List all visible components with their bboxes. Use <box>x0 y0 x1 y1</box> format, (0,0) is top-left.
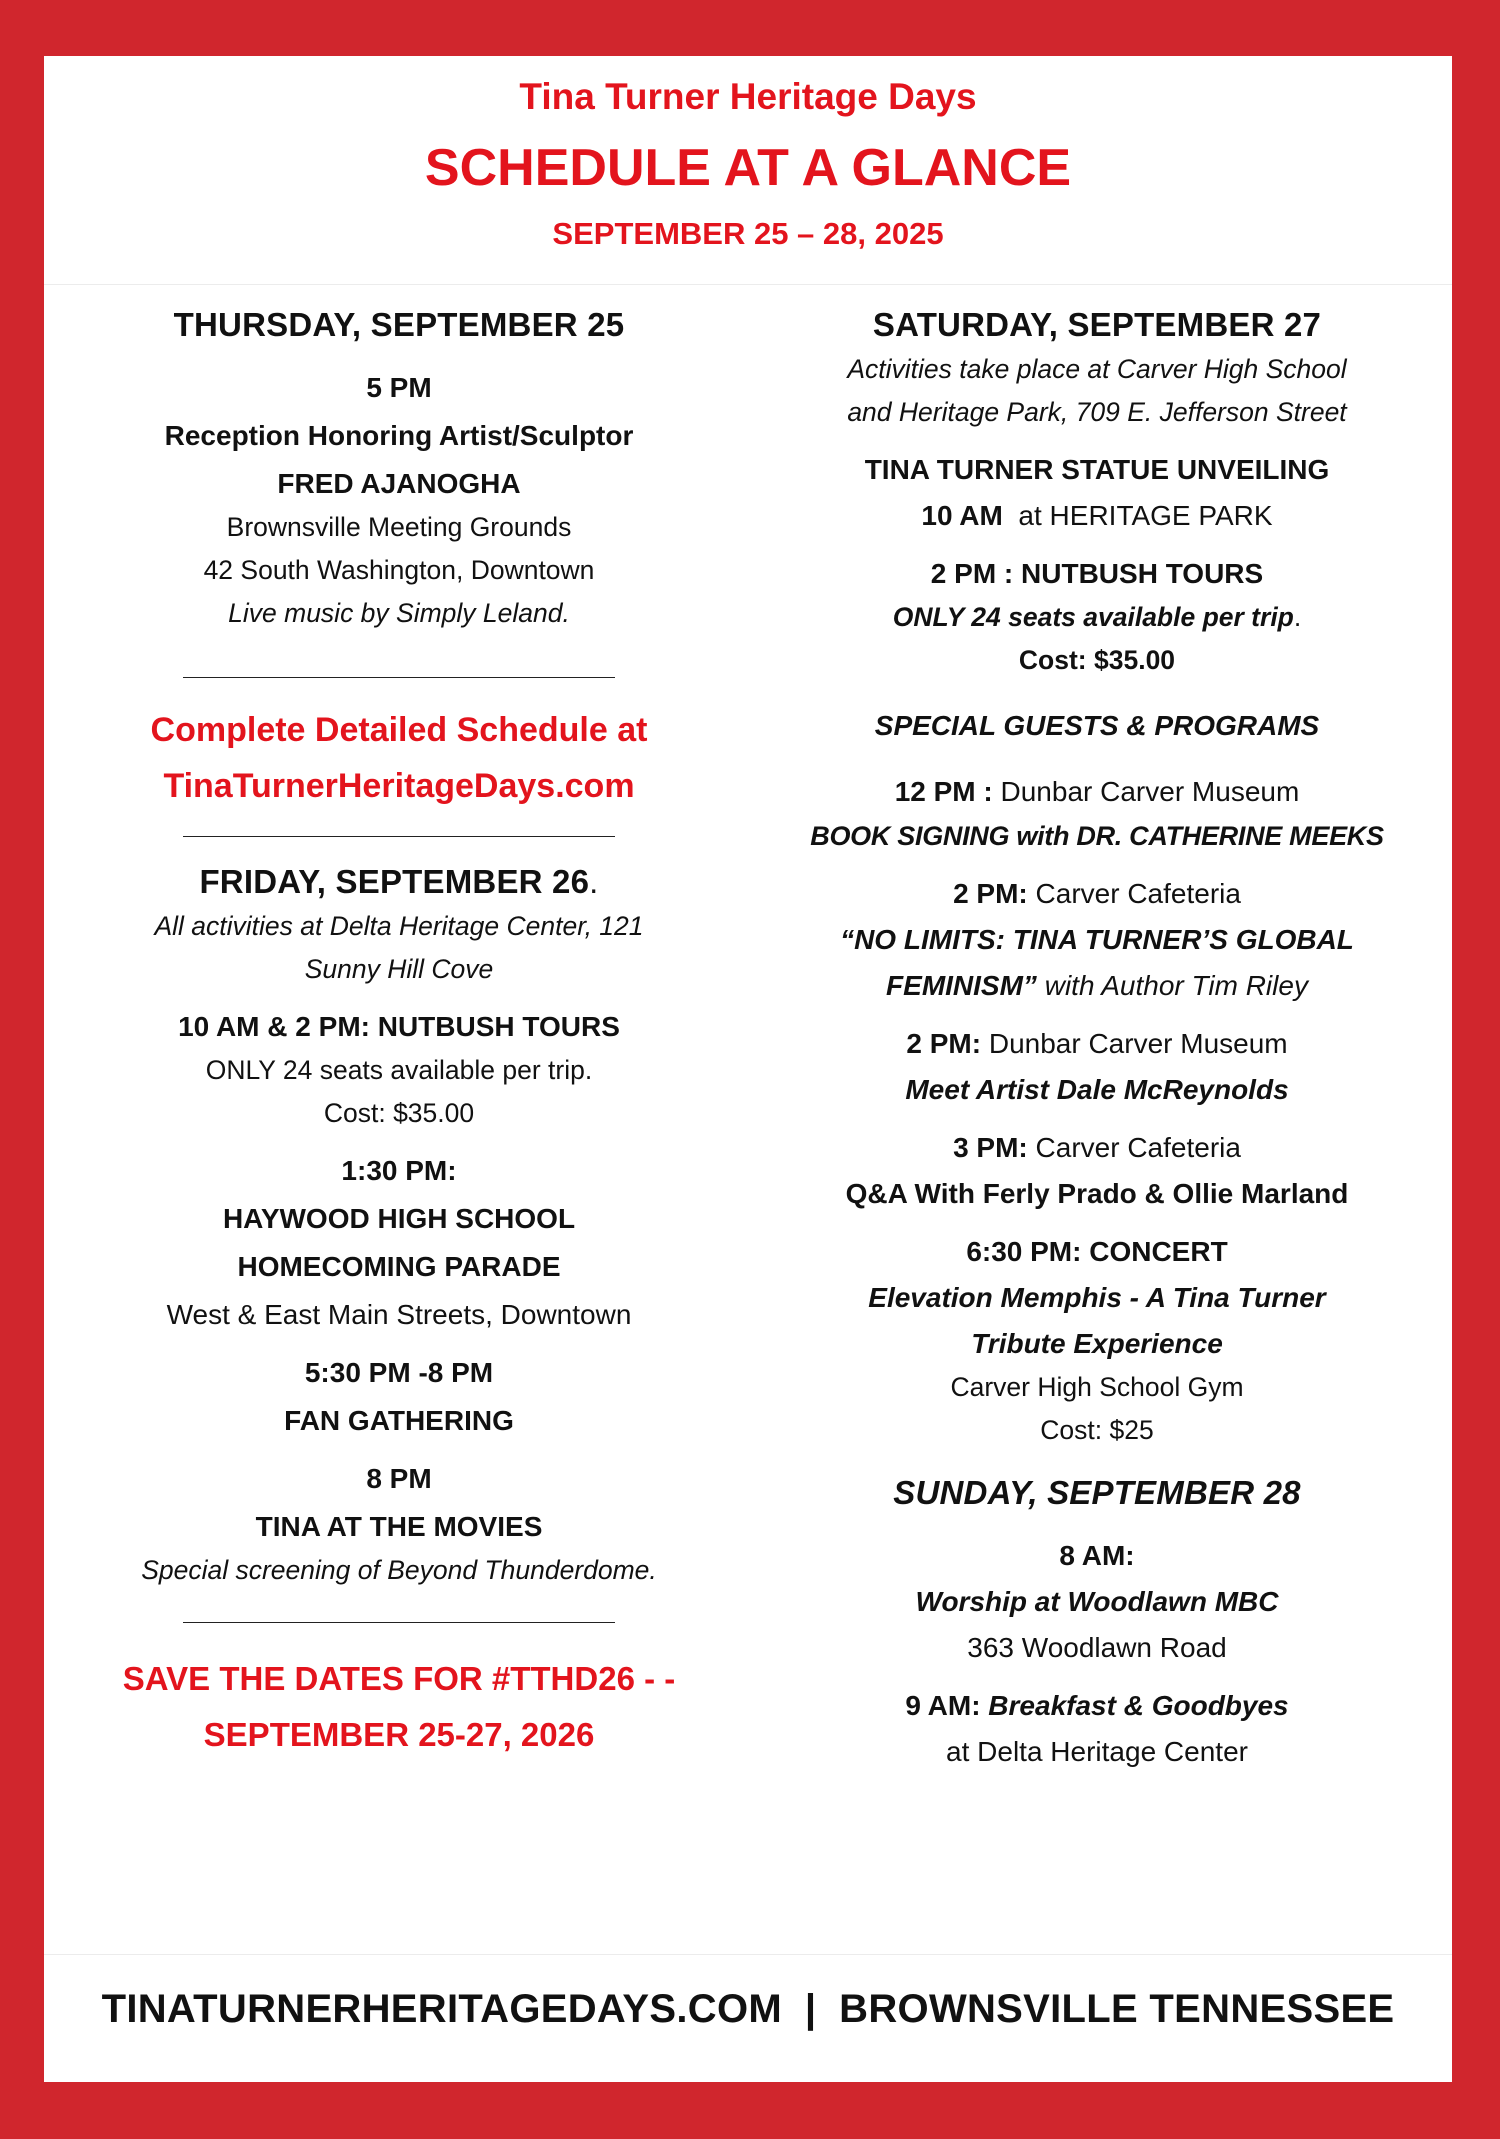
thursday-reception <box>84 366 714 635</box>
nolimits-title-2-bold: FEMINISM” <box>886 970 1037 1001</box>
statue-title: TINA TURNER STATUE UNVEILING <box>864 454 1330 485</box>
friday-heading <box>84 863 714 901</box>
nolimits-time: 2 PM: <box>953 878 1028 909</box>
artist-time-place <box>782 1022 1412 1066</box>
save-dates-line1: SAVE THE DATES FOR #TTHD26 - - <box>122 1660 676 1697</box>
special-guests-heading: SPECIAL GUESTS & PROGRAMS <box>874 710 1320 741</box>
page-title: SCHEDULE AT A GLANCE <box>424 139 1072 197</box>
reception-music: Live music by Simply Leland. <box>228 598 570 628</box>
signing-time-place <box>782 770 1412 814</box>
reception-venue: Brownsville Meeting Grounds <box>226 512 572 542</box>
qa-title: Q&A With Ferly Prado & Ollie Marland <box>845 1178 1349 1209</box>
signing-place: Dunbar Carver Museum <box>992 776 1300 807</box>
concert-venue: Carver High School Gym <box>950 1372 1244 1402</box>
worship-title: Worship at Woodlawn MBC <box>915 1586 1279 1617</box>
saturday-tours-cost: Cost: $35.00 <box>1018 645 1176 675</box>
friday-tours-title: 10 AM & 2 PM: NUTBUSH TOURS <box>178 1011 620 1042</box>
event-name: Tina Turner Heritage Days <box>519 76 977 117</box>
breakfast-time: 9 AM: <box>905 1690 981 1721</box>
breakfast-place: at Delta Heritage Center <box>946 1736 1248 1767</box>
friday-tours-cost: Cost: $35.00 <box>323 1098 475 1128</box>
signing-title: BOOK SIGNING with DR. CATHERINE MEEKS <box>810 821 1384 851</box>
promo-schedule-line1: Complete Detailed Schedule at <box>150 711 648 749</box>
nolimits-title-1: “NO LIMITS: TINA TURNER’S GLOBAL <box>840 924 1354 955</box>
saturday-note-cont: and Heritage Park, 709 E. Jefferson Street <box>847 397 1347 427</box>
qa-time-place <box>782 1126 1412 1170</box>
parade-location: West & East Main Streets, Downtown <box>166 1299 632 1330</box>
worship-address: 363 Woodlawn Road <box>967 1632 1227 1663</box>
breakfast-time-title <box>782 1684 1412 1728</box>
save-dates-line2: SEPTEMBER 25-27, 2026 <box>203 1716 595 1753</box>
left-column <box>84 306 714 1763</box>
statue-unveiling <box>782 448 1412 538</box>
parade-title-2: HOMECOMING PARADE <box>237 1251 561 1282</box>
nolimits-time-place <box>782 872 1412 916</box>
friday-parade <box>84 1149 714 1337</box>
reception-address: 42 South Washington, Downtown <box>203 555 595 585</box>
nolimits-author: with Author Tim Riley <box>1036 970 1308 1001</box>
artist-place: Dunbar Carver Museum <box>981 1028 1288 1059</box>
saturday-tours-seats: ONLY 24 seats available per trip <box>892 602 1294 632</box>
friday-note-cont: Sunny Hill Cove <box>304 954 494 984</box>
fan-time: 5:30 PM -8 PM <box>304 1357 494 1388</box>
saturday-note: Activities take place at Carver High School <box>847 354 1347 384</box>
signing-time: 12 PM : <box>894 776 993 807</box>
no-limits-talk <box>782 872 1412 1008</box>
worship-time: 8 AM: <box>1059 1540 1135 1571</box>
promo-schedule-link[interactable]: TinaTurnerHeritageDays.com <box>163 767 635 805</box>
parade-time: 1:30 PM: <box>341 1155 457 1186</box>
footer-text: TINATURNERHERITAGEDAYS.COM | BROWNSVILLE TENNESSEE <box>101 1987 1395 2031</box>
qa-place: Carver Cafeteria <box>1027 1132 1241 1163</box>
artist-title: Meet Artist Dale McReynolds <box>905 1074 1289 1105</box>
friday-tours-seats: ONLY 24 seats available per trip. <box>205 1055 593 1085</box>
nolimits-title-2 <box>782 964 1412 1008</box>
concert-title: 6:30 PM: CONCERT <box>966 1236 1228 1267</box>
statue-time-place <box>782 494 1412 538</box>
friday-heading-suffix: . <box>589 863 599 900</box>
parade-title-1: HAYWOOD HIGH SCHOOL <box>222 1203 576 1234</box>
statue-time: 10 AM <box>921 500 1003 531</box>
thursday-heading: THURSDAY, SEPTEMBER 25 <box>173 306 625 343</box>
concert <box>782 1230 1412 1452</box>
meet-artist <box>782 1022 1412 1112</box>
schedule-card <box>44 56 1452 2082</box>
divider <box>183 1622 615 1623</box>
sunday-breakfast <box>782 1684 1412 1774</box>
friday-tours <box>84 1005 714 1135</box>
book-signing <box>782 770 1412 858</box>
friday-movies <box>84 1457 714 1592</box>
saturday-tours-title: 2 PM : NUTBUSH TOURS <box>930 558 1264 589</box>
saturday-tours-seats-line <box>782 596 1412 639</box>
header <box>44 56 1452 285</box>
qa-time: 3 PM: <box>953 1132 1028 1163</box>
breakfast-title: Breakfast & Goodbyes <box>980 1690 1289 1721</box>
movies-time: 8 PM <box>366 1463 432 1494</box>
nolimits-place: Carver Cafeteria <box>1027 878 1241 909</box>
movies-title: TINA AT THE MOVIES <box>255 1511 543 1542</box>
divider <box>183 836 615 837</box>
artist-time: 2 PM: <box>906 1028 982 1059</box>
divider <box>183 677 615 678</box>
saturday-heading: SATURDAY, SEPTEMBER 27 <box>872 306 1322 343</box>
qa-session <box>782 1126 1412 1216</box>
sunday-worship <box>782 1534 1412 1670</box>
friday-heading-text: FRIDAY, SEPTEMBER 26 <box>199 863 590 900</box>
footer <box>44 1954 1452 2083</box>
statue-place: at HERITAGE PARK <box>1018 500 1273 531</box>
event-dates: SEPTEMBER 25 – 28, 2025 <box>552 216 944 251</box>
right-column <box>782 306 1412 1774</box>
reception-title: Reception Honoring Artist/Sculptor <box>164 420 634 451</box>
concert-name-1: Elevation Memphis - A Tina Turner <box>868 1282 1326 1313</box>
saturday-tours-seats-end: . <box>1293 602 1302 632</box>
concert-name-2: Tribute Experience <box>971 1328 1223 1359</box>
movies-note: Special screening of Beyond Thunderdome. <box>141 1555 657 1585</box>
reception-time: 5 PM <box>366 372 432 403</box>
concert-cost: Cost: $25 <box>1040 1415 1154 1445</box>
reception-honoree: FRED AJANOGHA <box>277 468 521 499</box>
friday-fan <box>84 1351 714 1443</box>
friday-note: All activities at Delta Heritage Center, 121 <box>154 911 644 941</box>
sunday-heading: SUNDAY, SEPTEMBER 28 <box>893 1474 1301 1511</box>
saturday-tours <box>782 552 1412 682</box>
fan-title: FAN GATHERING <box>284 1405 514 1436</box>
